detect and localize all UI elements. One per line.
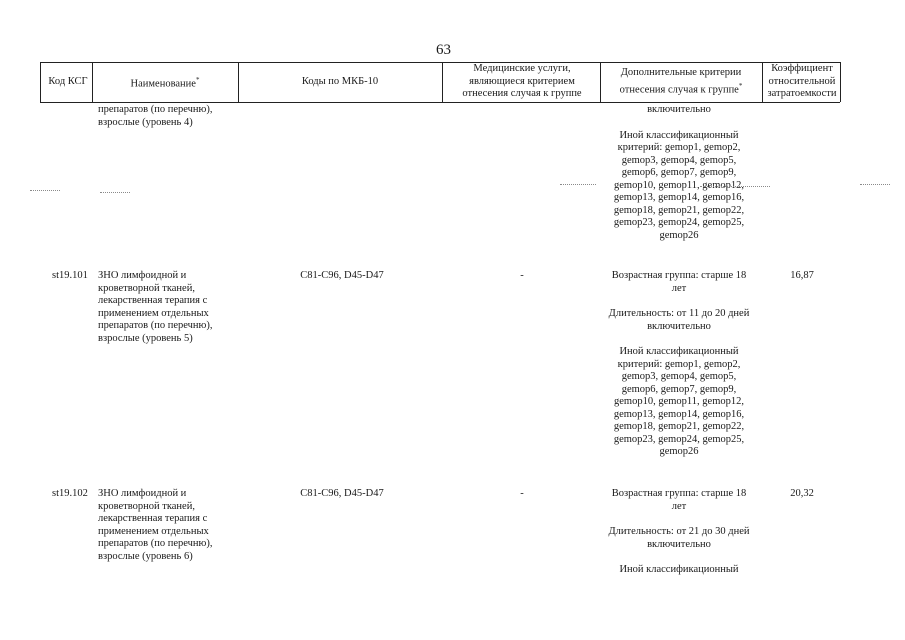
header-separator xyxy=(40,62,41,102)
criteria-text: Возрастная группа: старше 18 лет xyxy=(611,488,747,512)
row-services: - xyxy=(520,488,524,499)
header-separator xyxy=(238,62,239,102)
header-bottom-rule xyxy=(40,102,840,103)
row-services: - xyxy=(520,270,524,281)
header-separator xyxy=(442,62,443,102)
header-separator xyxy=(840,62,841,102)
header-services: Медицинские услуги, являющиеся критерием отнесения случая к группе xyxy=(462,63,582,100)
header-mkb: Коды по МКБ-10 xyxy=(301,75,379,87)
continuation-criteria xyxy=(606,104,752,242)
criteria-text: Возрастная группа: старше 18 лет xyxy=(611,270,747,294)
scan-noise xyxy=(700,186,770,187)
header-separator xyxy=(92,62,93,102)
criteria-text: Иной классификационный критерий: gemop1, gemop2, gemop3, gemop4, gemop5, gemop6, gemop7, gemop9, gemop10, gemop11, gemop12, gemop13, gemop14, gemop16, gemop18, gemop21, gemop22, gemop23, gemop24, gemop25, gemop26 xyxy=(613,129,745,241)
row-criteria xyxy=(606,270,752,459)
criteria-text: включительно xyxy=(647,104,711,115)
row-name: ЗНО лимфоидной и кроветворной тканей, лекарственная терапия с применением отдельных препаратов (по перечню), взрослые (уровень 6) xyxy=(98,488,213,562)
header-separator xyxy=(762,62,763,102)
header-code: Код КСГ xyxy=(48,75,88,87)
row-code: st19.102 xyxy=(52,488,88,499)
criteria-text: Длительность: от 11 до 20 дней включительно xyxy=(608,308,750,332)
criteria-text: Иной классификационный критерий: gemop1, gemop2, gemop3, gemop4, gemop5, gemop6, gemop7, gemop9, gemop10, gemop11, gemop12, gemop13, gemop14, gemop16, gemop18, gemop21, gemop22, gemop23, gemop24, gemop25, gemop26 xyxy=(613,346,745,457)
row-criteria xyxy=(606,488,752,577)
row-mkb: C81-C96, D45-D47 xyxy=(300,488,384,499)
header-name: Наименование* xyxy=(130,75,200,89)
scan-noise xyxy=(100,192,130,193)
page-number: 63 xyxy=(436,42,451,58)
scan-noise xyxy=(860,184,890,185)
scan-noise xyxy=(30,190,60,191)
continuation-name: препаратов (по перечню), взрослые (уровень 4) xyxy=(98,104,213,128)
row-code: st19.101 xyxy=(52,270,88,281)
criteria-text: Иной классификационный xyxy=(619,564,739,575)
header-criteria: Дополнительные критерии отнесения случая к группе* xyxy=(619,67,743,96)
row-coefficient: 16,87 xyxy=(790,270,814,281)
row-name: ЗНО лимфоидной и кроветворной тканей, лекарственная терапия с применением отдельных препаратов (по перечню), взрослые (уровень 5) xyxy=(98,270,213,344)
row-mkb: C81-C96, D45-D47 xyxy=(300,270,384,281)
row-coefficient: 20,32 xyxy=(790,488,814,499)
scan-noise xyxy=(560,184,596,185)
header-coefficient: Коэффициент относительной затратоемкости xyxy=(767,63,837,100)
header-separator xyxy=(600,62,601,102)
criteria-text: Длительность: от 21 до 30 дней включительно xyxy=(608,526,750,550)
